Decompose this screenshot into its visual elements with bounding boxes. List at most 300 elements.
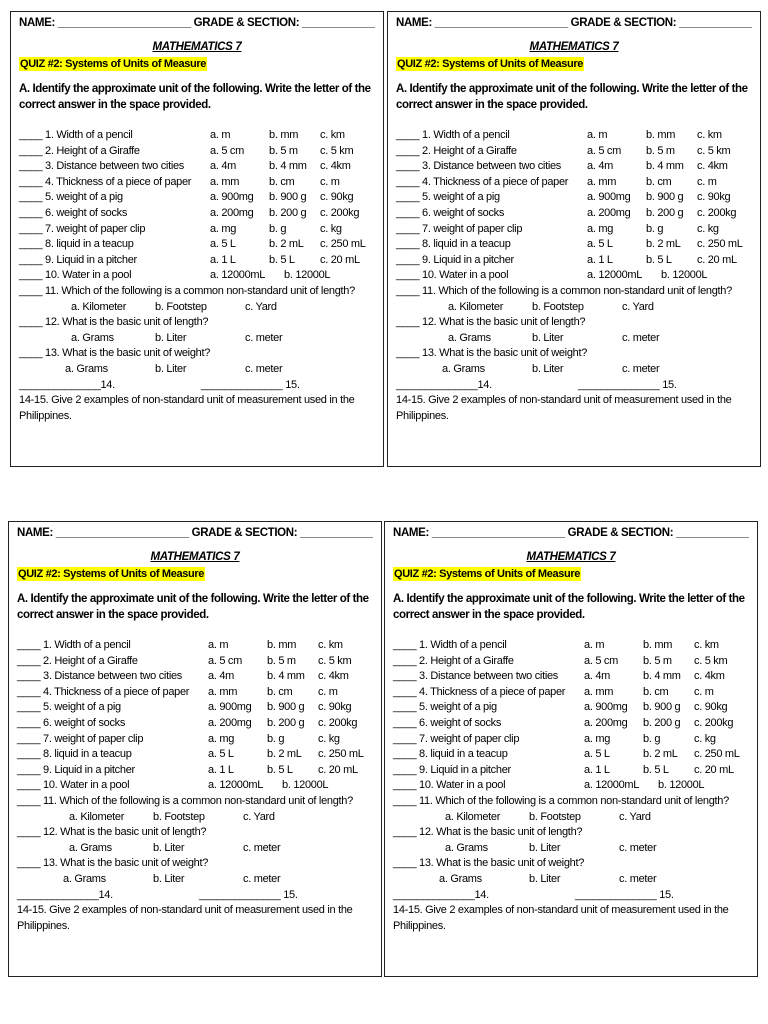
- question-text: ____ 10. Water in a pool: [396, 269, 509, 282]
- choice-a: a. 5 cm: [584, 654, 618, 667]
- choice-a: a. 4m: [587, 160, 614, 173]
- item-row-13: [17, 856, 373, 872]
- choice-b: b. 4 mm: [267, 670, 305, 683]
- choice-c: c. 90kg: [320, 191, 354, 204]
- item-row-13: [19, 346, 375, 362]
- choice-a: a. 5 L: [208, 748, 234, 761]
- question-text: ____ 9. Liquid in a pitcher: [19, 253, 137, 266]
- question-text: ____ 13. What is the basic unit of weight?: [19, 347, 211, 360]
- question-text: ____ 12. What is the basic unit of length?: [396, 316, 586, 329]
- choice-a: a. Kilometer: [448, 300, 504, 313]
- item-row-1: [393, 638, 749, 654]
- choice-c: c. 20 mL: [694, 763, 734, 776]
- choice-c: c. 200kg: [320, 206, 360, 219]
- item-row-3: [393, 669, 749, 685]
- item-row-12: [19, 315, 375, 331]
- choice-a: a. Kilometer: [69, 810, 125, 823]
- question-text: ____ 11. Which of the following is a common non-standard unit of length?: [19, 284, 355, 297]
- answer-blanks-14-15: [19, 378, 375, 394]
- item-row-11-choices: [17, 810, 373, 826]
- choice-b: b. mm: [643, 639, 673, 651]
- choice-b: b. 200 g: [643, 716, 681, 729]
- choice-a: a. Grams: [448, 331, 491, 344]
- choice-a: a. mg: [584, 732, 611, 745]
- choice-b: b. g: [269, 222, 287, 235]
- choice-b: b. 900 g: [267, 701, 305, 714]
- choice-a: a. 5 cm: [587, 144, 621, 157]
- choice-a: a. mg: [210, 222, 237, 235]
- answer-blank-14: ______________14.: [17, 888, 113, 901]
- question-text: ____ 8. liquid in a teacup: [396, 238, 511, 251]
- quiz-items: [393, 638, 749, 934]
- choice-a: a. 900mg: [210, 191, 254, 204]
- choice-b: b. Liter: [532, 331, 564, 344]
- choice-a: a. 200mg: [587, 206, 631, 219]
- choice-b: b. cm: [267, 685, 293, 698]
- choice-b: b. g: [267, 732, 285, 745]
- item-row-13-choices: [393, 872, 749, 888]
- item-row-9: [17, 763, 373, 779]
- choice-b: b. cm: [643, 685, 669, 698]
- question-text: ____ 11. Which of the following is a common non-standard unit of length?: [17, 794, 353, 807]
- choice-a: a. 5 L: [210, 238, 236, 251]
- question-text: ____ 2. Height of a Giraffe: [17, 654, 138, 667]
- choice-a: a. m: [584, 639, 605, 651]
- choice-c: c. meter: [619, 872, 657, 885]
- question-text: ____ 13. What is the basic unit of weight?: [396, 347, 588, 360]
- item-row-5: [396, 190, 752, 206]
- subject-title: MATHEMATICS 7: [529, 41, 619, 53]
- item-row-6: [19, 206, 375, 222]
- choice-a: a. 1 L: [210, 253, 236, 266]
- choice-b: b. 12000L: [284, 269, 331, 282]
- item-row-2: [396, 144, 752, 160]
- item-row-6: [393, 716, 749, 732]
- question-text: ____ 10. Water in a pool: [393, 779, 506, 792]
- subject-title: MATHEMATICS 7: [150, 551, 240, 563]
- choice-b: b. 12000L: [658, 779, 705, 792]
- choice-c: c. Yard: [245, 300, 277, 313]
- item-row-11: [393, 794, 749, 810]
- choice-a: a. m: [208, 639, 229, 651]
- choice-b: b. 5 m: [269, 144, 298, 157]
- choice-b: b. 2 mL: [269, 238, 304, 251]
- choice-b: b. Footstep: [532, 300, 584, 313]
- choice-a: a. Kilometer: [71, 300, 127, 313]
- item-row-1: [396, 128, 752, 144]
- choice-b: b. cm: [646, 175, 672, 188]
- question-text: ____ 12. What is the basic unit of length?: [19, 316, 209, 329]
- choice-c: c. 5 km: [694, 654, 728, 667]
- choice-a: a. 900mg: [208, 701, 252, 714]
- choice-a: a. 200mg: [210, 206, 254, 219]
- choice-a: a. Grams: [439, 872, 482, 885]
- choice-a: a. Kilometer: [445, 810, 501, 823]
- choice-c: c. meter: [243, 841, 281, 854]
- question-text: ____ 3. Distance between two cities: [19, 160, 184, 173]
- choice-c: c. meter: [622, 362, 660, 375]
- choice-c: c. m: [318, 685, 338, 698]
- item-row-12: [17, 825, 373, 841]
- choice-b: b. mm: [267, 639, 297, 651]
- choice-a: a. 5 L: [584, 748, 610, 761]
- choice-b: b. Footstep: [155, 300, 207, 313]
- answer-blank-15: ______________ 15.: [201, 378, 300, 391]
- choice-c: c. 20 mL: [320, 253, 360, 266]
- item-row-8: [396, 237, 752, 253]
- choice-a: a. 1 L: [208, 763, 234, 776]
- choice-b: b. 900 g: [646, 191, 684, 204]
- choice-a: a. mm: [208, 685, 238, 698]
- question-text: ____ 2. Height of a Giraffe: [396, 144, 517, 157]
- quiz-title: QUIZ #2: Systems of Units of Measure: [18, 568, 205, 580]
- answer-blanks-14-15: [393, 888, 749, 904]
- choice-a: a. Grams: [65, 362, 108, 375]
- choice-c: c. meter: [243, 872, 281, 885]
- choice-c: c. kg: [318, 732, 340, 745]
- choice-a: a. m: [210, 129, 231, 141]
- question-text: ____ 4. Thickness of a piece of paper: [17, 685, 190, 698]
- choice-c: c. Yard: [622, 300, 654, 313]
- item-row-5: [17, 700, 373, 716]
- choice-a: a. 5 cm: [208, 654, 242, 667]
- question-text: ____ 6. weight of socks: [17, 716, 126, 729]
- choice-a: a. m: [587, 129, 608, 141]
- item-row-1: [19, 128, 375, 144]
- choice-b: b. cm: [269, 175, 295, 188]
- choice-b: b. Liter: [153, 841, 185, 854]
- item-row-13-choices: [396, 362, 752, 378]
- choice-c: c. km: [697, 129, 722, 141]
- choice-c: c. Yard: [619, 810, 651, 823]
- choice-c: c. meter: [622, 331, 660, 344]
- item-row-2: [393, 654, 749, 670]
- answer-blanks-14-15: [396, 378, 752, 394]
- choice-a: a. 4m: [210, 160, 237, 173]
- quiz-card-4: [384, 521, 758, 977]
- choice-b: b. 5 m: [646, 144, 675, 157]
- choice-c: c. kg: [694, 732, 716, 745]
- choice-c: c. meter: [245, 362, 283, 375]
- question-text: ____ 11. Which of the following is a common non-standard unit of length?: [396, 284, 732, 297]
- choice-a: a. Grams: [445, 841, 488, 854]
- choice-a: a. 4m: [208, 670, 235, 683]
- choice-b: b. mm: [646, 129, 676, 141]
- instructions: A. Identify the approximate unit of the following. Write the letter of the correct answer in the space provided.: [19, 83, 371, 111]
- item-row-3: [19, 159, 375, 175]
- question-text: ____ 10. Water in a pool: [17, 779, 130, 792]
- name-grade-line: NAME: ______________________ GRADE & SECTION: ____________: [19, 17, 375, 29]
- item-row-4: [396, 175, 752, 191]
- choice-c: c. m: [320, 175, 340, 188]
- item-row-12-choices: [396, 331, 752, 347]
- name-grade-line: NAME: ______________________ GRADE & SECTION: ____________: [393, 527, 749, 539]
- quiz-title: QUIZ #2: Systems of Units of Measure: [20, 58, 207, 70]
- quiz-items: [17, 638, 373, 934]
- question-text: ____ 9. Liquid in a pitcher: [393, 763, 511, 776]
- choice-c: c. kg: [320, 222, 342, 235]
- question-text: ____ 12. What is the basic unit of length?: [393, 826, 583, 839]
- question-text: ____ 13. What is the basic unit of weight?: [393, 857, 585, 870]
- item-row-9: [393, 763, 749, 779]
- choice-b: b. 5 L: [643, 763, 669, 776]
- item-row-10: [393, 778, 749, 794]
- choice-a: a. 5 cm: [210, 144, 244, 157]
- choice-b: b. 5 m: [643, 654, 672, 667]
- item-row-11: [19, 284, 375, 300]
- choice-b: b. 200 g: [269, 206, 307, 219]
- item-row-4: [17, 685, 373, 701]
- choice-c: c. 250 mL: [697, 238, 743, 251]
- name-grade-line: NAME: ______________________ GRADE & SECTION: ____________: [17, 527, 373, 539]
- choice-b: b. Liter: [155, 331, 187, 344]
- question-text: ____ 2. Height of a Giraffe: [393, 654, 514, 667]
- quiz-items: [19, 128, 375, 424]
- choice-c: c. 5 km: [320, 144, 354, 157]
- choice-a: a. 200mg: [208, 716, 252, 729]
- question-text: ____ 9. Liquid in a pitcher: [396, 253, 514, 266]
- choice-c: c. km: [320, 129, 345, 141]
- item-row-12: [396, 315, 752, 331]
- item-row-1: [17, 638, 373, 654]
- item-row-3: [17, 669, 373, 685]
- item-row-7: [393, 732, 749, 748]
- instructions: A. Identify the approximate unit of the following. Write the letter of the correct answer in the space provided.: [396, 83, 748, 111]
- non-standard-question: 14-15. Give 2 examples of non-standard unit of measurement used in the Philippines.: [19, 394, 355, 422]
- item-row-13: [393, 856, 749, 872]
- question-text: ____ 11. Which of the following is a common non-standard unit of length?: [393, 794, 729, 807]
- item-row-12: [393, 825, 749, 841]
- question-text: ____ 1. Width of a pencil: [19, 129, 133, 141]
- choice-c: c. 250 mL: [694, 748, 740, 761]
- choice-c: c. 90kg: [318, 701, 352, 714]
- choice-c: c. 5 km: [697, 144, 731, 157]
- choice-c: c. 200kg: [697, 206, 737, 219]
- item-row-11: [396, 284, 752, 300]
- choice-a: a. Grams: [71, 331, 114, 344]
- item-row-8: [19, 237, 375, 253]
- choice-b: b. Liter: [529, 841, 561, 854]
- item-row-3: [396, 159, 752, 175]
- choice-b: b. 4 mm: [269, 160, 307, 173]
- item-row-11: [17, 794, 373, 810]
- item-row-9: [19, 253, 375, 269]
- answer-blank-14: ______________14.: [393, 888, 489, 901]
- item-row-10: [396, 268, 752, 284]
- quiz-items: [396, 128, 752, 424]
- choice-b: b. 200 g: [646, 206, 684, 219]
- item-row-13-choices: [19, 362, 375, 378]
- choice-b: b. 2 mL: [267, 748, 302, 761]
- choice-a: a. Grams: [69, 841, 112, 854]
- answer-blank-15: ______________ 15.: [575, 888, 674, 901]
- choice-b: b. Footstep: [153, 810, 205, 823]
- choice-b: b. Liter: [153, 872, 185, 885]
- choice-c: c. 250 mL: [320, 238, 366, 251]
- question-text: ____ 4. Thickness of a piece of paper: [393, 685, 566, 698]
- choice-a: a. mm: [584, 685, 614, 698]
- item-row-4: [19, 175, 375, 191]
- question-text: ____ 1. Width of a pencil: [396, 129, 510, 141]
- item-row-13-choices: [17, 872, 373, 888]
- answer-blank-14: ______________14.: [396, 378, 492, 391]
- choice-c: c. km: [694, 639, 719, 651]
- question-text: ____ 1. Width of a pencil: [17, 639, 131, 651]
- choice-a: a. 1 L: [587, 253, 613, 266]
- item-row-12-choices: [19, 331, 375, 347]
- choice-b: b. 5 L: [269, 253, 295, 266]
- subject-title: MATHEMATICS 7: [526, 551, 616, 563]
- question-text: ____ 5. weight of a pig: [393, 701, 497, 714]
- choice-b: b. 2 mL: [643, 748, 678, 761]
- choice-b: b. 200 g: [267, 716, 305, 729]
- choice-b: b. 5 L: [646, 253, 672, 266]
- item-row-11-choices: [393, 810, 749, 826]
- item-row-7: [19, 222, 375, 238]
- answer-blank-14: ______________14.: [19, 378, 115, 391]
- question-text: ____ 7. weight of paper clip: [396, 222, 523, 235]
- question-text: ____ 1. Width of a pencil: [393, 639, 507, 651]
- question-text: ____ 3. Distance between two cities: [17, 670, 182, 683]
- item-row-5: [19, 190, 375, 206]
- choice-a: a. 12000mL: [587, 269, 643, 282]
- choice-c: c. kg: [697, 222, 719, 235]
- choice-a: a. Grams: [442, 362, 485, 375]
- question-text: ____ 5. weight of a pig: [19, 191, 123, 204]
- question-text: ____ 6. weight of socks: [393, 716, 502, 729]
- choice-c: c. 20 mL: [697, 253, 737, 266]
- choice-c: c. 90kg: [697, 191, 731, 204]
- question-text: ____ 6. weight of socks: [396, 206, 505, 219]
- answer-blank-15: ______________ 15.: [578, 378, 677, 391]
- item-row-12-choices: [393, 841, 749, 857]
- question-text: ____ 4. Thickness of a piece of paper: [396, 175, 569, 188]
- item-row-8: [17, 747, 373, 763]
- choice-a: a. 1 L: [584, 763, 610, 776]
- choice-b: b. 5 L: [267, 763, 293, 776]
- choice-b: b. g: [643, 732, 661, 745]
- question-text: ____ 4. Thickness of a piece of paper: [19, 175, 192, 188]
- question-text: ____ 5. weight of a pig: [17, 701, 121, 714]
- choice-a: a. mg: [208, 732, 235, 745]
- choice-c: c. 4km: [320, 160, 351, 173]
- choice-c: c. 5 km: [318, 654, 352, 667]
- item-row-11-choices: [19, 300, 375, 316]
- item-row-12-choices: [17, 841, 373, 857]
- choice-b: b. 5 m: [267, 654, 296, 667]
- answer-blank-15: ______________ 15.: [199, 888, 298, 901]
- choice-c: c. Yard: [243, 810, 275, 823]
- choice-b: b. g: [646, 222, 664, 235]
- choice-a: a. 900mg: [584, 701, 628, 714]
- quiz-card-1: [10, 11, 384, 467]
- choice-a: a. 12000mL: [208, 779, 264, 792]
- choice-a: a. 200mg: [584, 716, 628, 729]
- question-text: ____ 8. liquid in a teacup: [19, 238, 134, 251]
- item-row-10: [17, 778, 373, 794]
- choice-b: b. mm: [269, 129, 299, 141]
- question-text: ____ 7. weight of paper clip: [19, 222, 146, 235]
- question-text: ____ 6. weight of socks: [19, 206, 128, 219]
- subject-title: MATHEMATICS 7: [152, 41, 242, 53]
- quiz-card-2: [387, 11, 761, 467]
- choice-c: c. meter: [619, 841, 657, 854]
- item-row-2: [17, 654, 373, 670]
- question-text: ____ 9. Liquid in a pitcher: [17, 763, 135, 776]
- quiz-card-3: [8, 521, 382, 977]
- choice-a: a. 12000mL: [210, 269, 266, 282]
- choice-c: c. 4km: [697, 160, 728, 173]
- choice-c: c. 20 mL: [318, 763, 358, 776]
- question-text: ____ 7. weight of paper clip: [17, 732, 144, 745]
- choice-b: b. Liter: [529, 872, 561, 885]
- item-row-7: [17, 732, 373, 748]
- choice-c: c. meter: [245, 331, 283, 344]
- item-row-7: [396, 222, 752, 238]
- item-row-10: [19, 268, 375, 284]
- choice-b: b. 12000L: [661, 269, 708, 282]
- question-text: ____ 8. liquid in a teacup: [393, 748, 508, 761]
- non-standard-question: 14-15. Give 2 examples of non-standard unit of measurement used in the Philippines.: [17, 904, 353, 932]
- non-standard-question: 14-15. Give 2 examples of non-standard unit of measurement used in the Philippines.: [396, 394, 732, 422]
- item-row-8: [393, 747, 749, 763]
- choice-a: a. 12000mL: [584, 779, 640, 792]
- choice-c: c. m: [697, 175, 717, 188]
- choice-b: b. 4 mm: [646, 160, 684, 173]
- choice-c: c. 200kg: [694, 716, 734, 729]
- choice-b: b. 900 g: [643, 701, 681, 714]
- item-row-13: [396, 346, 752, 362]
- choice-a: a. 5 L: [587, 238, 613, 251]
- choice-c: c. 4km: [318, 670, 349, 683]
- choice-c: c. 4km: [694, 670, 725, 683]
- item-row-6: [17, 716, 373, 732]
- choice-c: c. 200kg: [318, 716, 358, 729]
- choice-a: a. mg: [587, 222, 614, 235]
- question-text: ____ 3. Distance between two cities: [393, 670, 558, 683]
- question-text: ____ 8. liquid in a teacup: [17, 748, 132, 761]
- choice-a: a. mm: [587, 175, 617, 188]
- question-text: ____ 13. What is the basic unit of weight?: [17, 857, 209, 870]
- question-text: ____ 12. What is the basic unit of length?: [17, 826, 207, 839]
- item-row-11-choices: [396, 300, 752, 316]
- item-row-4: [393, 685, 749, 701]
- choice-b: b. 4 mm: [643, 670, 681, 683]
- question-text: ____ 5. weight of a pig: [396, 191, 500, 204]
- choice-a: a. 900mg: [587, 191, 631, 204]
- instructions: A. Identify the approximate unit of the following. Write the letter of the correct answer in the space provided.: [393, 593, 745, 621]
- item-row-5: [393, 700, 749, 716]
- instructions: A. Identify the approximate unit of the following. Write the letter of the correct answer in the space provided.: [17, 593, 369, 621]
- name-grade-line: NAME: ______________________ GRADE & SECTION: ____________: [396, 17, 752, 29]
- item-row-9: [396, 253, 752, 269]
- choice-c: c. km: [318, 639, 343, 651]
- choice-b: b. 12000L: [282, 779, 329, 792]
- choice-b: b. 900 g: [269, 191, 307, 204]
- choice-c: c. 90kg: [694, 701, 728, 714]
- non-standard-question: 14-15. Give 2 examples of non-standard unit of measurement used in the Philippines.: [393, 904, 729, 932]
- quiz-title: QUIZ #2: Systems of Units of Measure: [394, 568, 581, 580]
- question-text: ____ 10. Water in a pool: [19, 269, 132, 282]
- choice-b: b. Footstep: [529, 810, 581, 823]
- choice-c: c. 250 mL: [318, 748, 364, 761]
- choice-a: a. Grams: [63, 872, 106, 885]
- answer-blanks-14-15: [17, 888, 373, 904]
- item-row-2: [19, 144, 375, 160]
- choice-a: a. 4m: [584, 670, 611, 683]
- choice-c: c. m: [694, 685, 714, 698]
- choice-b: b. 2 mL: [646, 238, 681, 251]
